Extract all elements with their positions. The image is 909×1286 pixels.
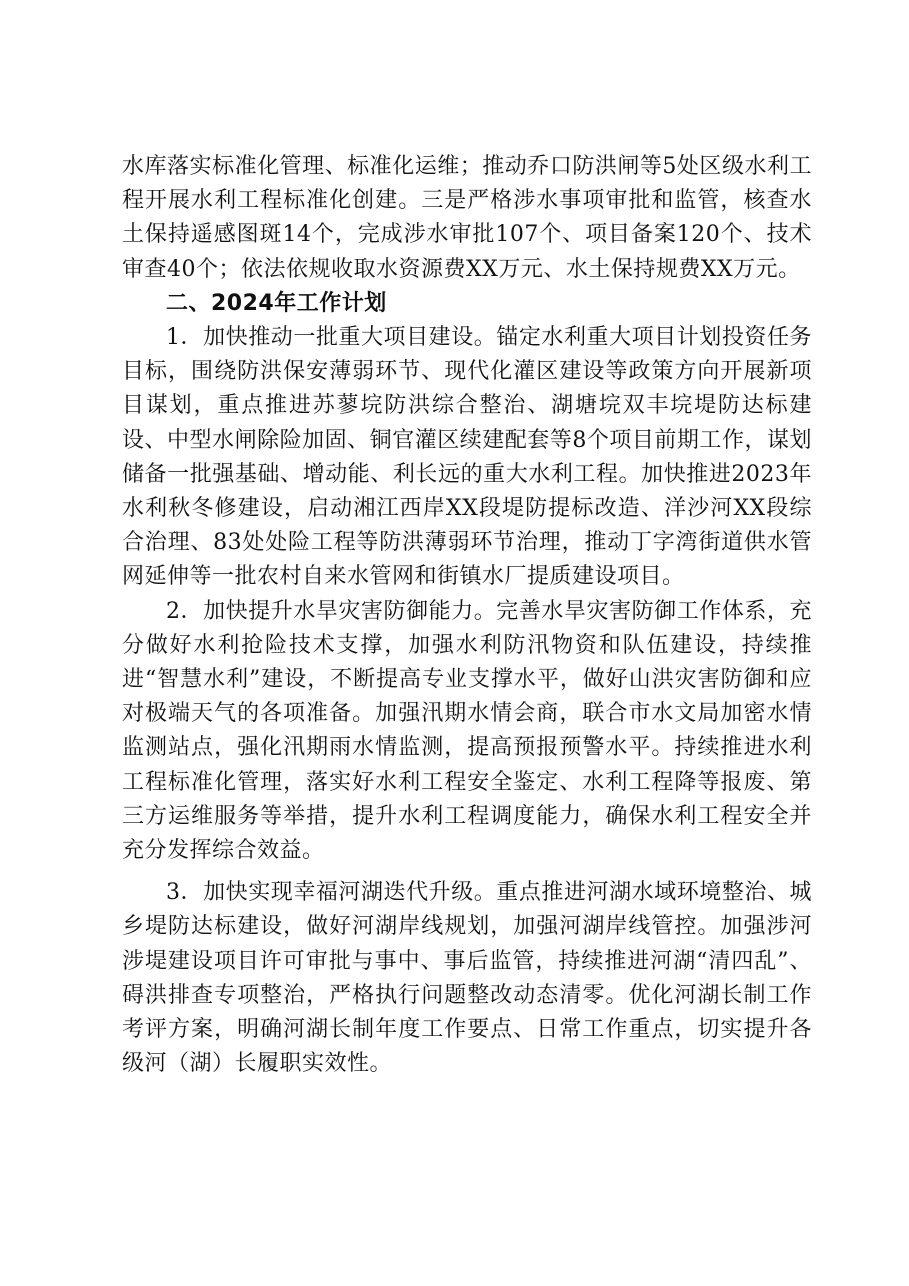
paragraph-item-1: 1．加快推动一批重大项目建设。锚定水利重大项目计划投资任务目标，围绕防洪保安薄弱环节、现代化灌区建设等政策方向开展新项目谋划，重点推进苏蓼垸防洪综合整治、湖塘垸双丰垸堤防达标建设、中型水闸除险加固、铜官灌区续建配套等8个项目前期工作，谋划储备一批强基础、增动能、利长远的重大水利工程。加快推进2023年水利秋冬修建设，启动湘江西岸XX段堤防提标改造、洋沙河XX段综合治理、83处处险工程等防洪薄弱环节治理，推动丁字湾街道供水管网延伸等一批农村自来水管网和街镇水厂提质建设项目。 (122, 325, 812, 590)
paragraph-item-2: 2．加快提升水旱灾害防御能力。完善水旱灾害防御工作体系，充分做好水利抢险技术支撑，加强水利防汛物资和队伍建设，持续推进“智慧水利”建设，不断提高专业支撑水平，做好山洪灾害防御和应对极端天气的各项准备。加强汛期水情会商，联合市水文局加密水情监测站点，强化汛期雨水情监测，提高预报预警水平。持续推进水利工程标准化管理，落实好水利工程安全鉴定、水利工程降等报废、第三方运维服务等举措，提升水利工程调度能力，确保水利工程安全并充分发挥综合效益。 (122, 598, 812, 864)
paragraph-continuation: 水库落实标准化管理、标准化运维；推动乔口防洪闸等5处区级水利工程开展水利工程标准化创建。三是严格涉水事项审批和监管，核查水土保持遥感图斑14个，完成涉水审批107个、项目备案120个、技术审查40个；依法依规收取水资源费XX万元、水土保持规费XX万元。 (122, 154, 812, 282)
document-body (122, 150, 812, 1081)
section-heading: 二、2024年工作计划 (166, 290, 387, 316)
paragraph-item-3: 3．加快实现幸福河湖迭代升级。重点推进河湖水域环境整治、城乡堤防达标建设，做好河湖岸线规划，加强河湖岸线管控。加强涉河涉堤建设项目许可审批与事中、事后监管，持续推进河湖“清四乱”、碍洪排查专项整治，严格执行问题整改动态清零。优化河湖长制工作考评方案，明确河湖长制年度工作要点、日常工作重点，切实提升各级河（湖）长履职实效性。 (122, 880, 812, 1077)
